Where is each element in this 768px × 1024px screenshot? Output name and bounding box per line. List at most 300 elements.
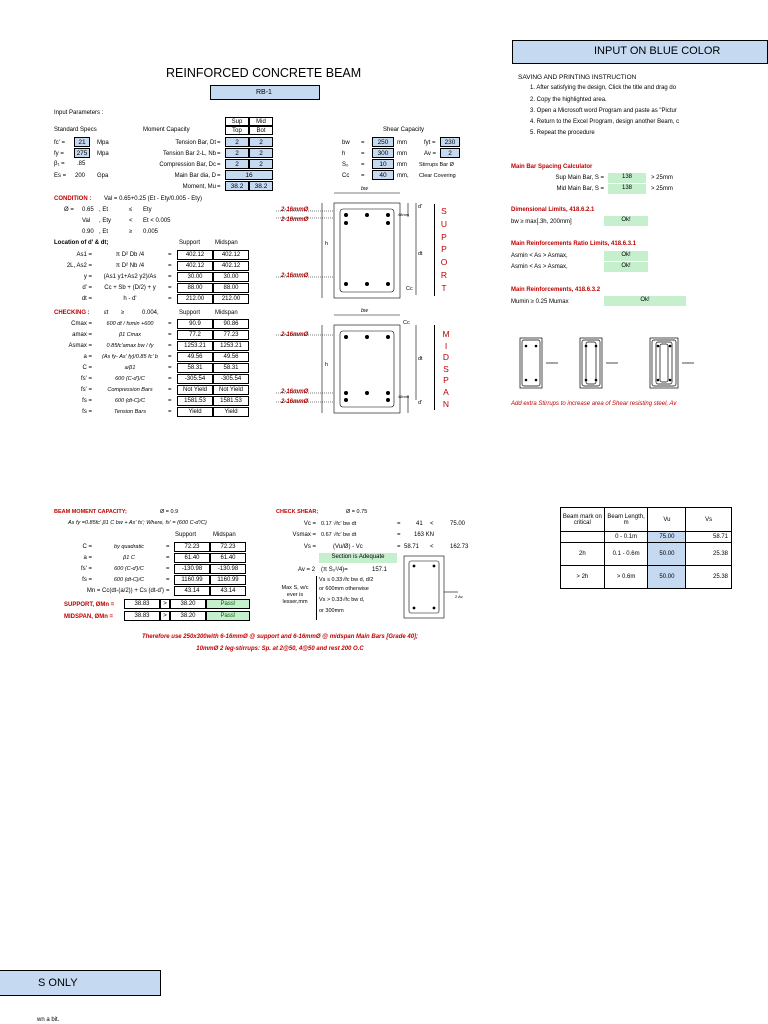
checking-row-support: Yield	[177, 407, 213, 417]
location-row-eq: =	[168, 285, 172, 291]
beam-moment-support-header: Support	[175, 532, 197, 538]
fc-unit: Mpa	[97, 140, 109, 146]
checking-op: ≥	[121, 310, 125, 316]
fy-input[interactable]: 275	[74, 148, 90, 158]
s0-unit: mm	[397, 162, 407, 168]
checking-row-label: amax =	[72, 332, 92, 338]
condition-term: 0.005	[143, 229, 159, 235]
beam-moment-row-formula: β1 C	[123, 555, 135, 561]
s0-label: S₀	[342, 162, 349, 168]
sketch-cc-label: Cc	[406, 286, 413, 292]
checking-row-eq: =	[168, 365, 172, 371]
beam-moment-row-support: 61.40	[174, 553, 210, 563]
checking-limit: 0.004,	[142, 310, 159, 316]
vc-lt: <	[430, 521, 434, 527]
checking-row-label: fs =	[82, 409, 92, 415]
vertical-letter: S	[441, 206, 447, 216]
beam-moment-row-support: 43.14	[174, 586, 210, 596]
condition-formula: Val = 0.65+0.25 (Et - Ety/0.005 - Ety)	[104, 196, 202, 202]
checking-row-formula: 0.85fc'amax bw / fy	[106, 343, 154, 349]
tension-bar-mid-input[interactable]: 2	[249, 137, 273, 147]
condition-title: CONDITION :	[54, 196, 92, 202]
beam-moment-row-label: fs' =	[81, 566, 92, 572]
saving-step: 2. Copy the highlighted area.	[530, 97, 607, 103]
bar-callout: 2-16mmØ	[281, 332, 309, 338]
vu-mark: 2h	[561, 543, 605, 566]
max-s-bracket	[316, 576, 317, 620]
checking-row-formula: β1 Cmax	[118, 332, 142, 338]
vu-length: 0 - 0.1m	[604, 532, 648, 543]
checking-et: εt	[104, 310, 109, 316]
sup-spacing-label: Sup Main Bar, S =	[555, 175, 604, 181]
condition-value: 0.90	[82, 229, 94, 235]
beam-moment-midspan-header: Midspan	[213, 532, 236, 538]
checking-row-support: -305.54	[177, 374, 213, 384]
moment-row-label: Compression Bar, Dc	[159, 162, 216, 168]
vu-length: 0.1 - 0.6m	[604, 543, 648, 566]
checking-row-eq: =	[168, 354, 172, 360]
cc-note: Clear Covering	[419, 173, 456, 179]
max-s-line: lesser,mm	[282, 599, 308, 605]
sketch-dt-label: dt	[418, 356, 423, 362]
vc-value: 41	[416, 521, 423, 527]
bar-callout: 2-16mmØ	[281, 207, 309, 213]
location-row-label: As1 =	[76, 252, 92, 258]
midspan-mn-label: MIDSPAN, ØMn =	[64, 614, 114, 620]
av-value: 157.1	[372, 567, 388, 573]
checking-row-support: 1581.53	[177, 396, 213, 406]
max-s-rule-line: Vs ≤ 0.33√fc bw d, d/2	[319, 577, 374, 583]
input-params-label: Input Parameters :	[54, 110, 104, 116]
es-unit: Gpa	[97, 173, 109, 179]
main-bar-dia-input[interactable]: 16	[225, 170, 273, 180]
vs-label: Vs =	[303, 544, 316, 550]
condition-op: <	[129, 218, 133, 224]
location-row-support: 30.00	[177, 272, 213, 282]
vertical-letter: D	[442, 352, 450, 363]
checking-row-support: 77.2	[177, 330, 213, 340]
fc-input[interactable]: 21	[74, 137, 90, 147]
checking-row-eq: =	[168, 398, 172, 404]
vs-value: 25.38	[686, 543, 732, 566]
checking-row-formula: Compression Bars	[107, 387, 153, 393]
sketch-cc-label: Cc	[403, 320, 410, 326]
max-s-rule-line: or 600mm otherwise	[319, 586, 369, 592]
support-mu-value: 38.20	[170, 599, 206, 609]
location-row-label: y =	[83, 274, 92, 280]
support-mn-compare: >	[160, 599, 170, 609]
vsmax-eq: =	[397, 532, 401, 538]
es-value: 200	[75, 173, 86, 179]
sketch-bw-label: bw	[361, 186, 369, 192]
location-row-eq: =	[168, 274, 172, 280]
location-row-formula: (As1 y1+As2 y2)/As	[103, 274, 157, 280]
location-row-eq: =	[168, 296, 172, 302]
saving-heading: SAVING AND PRINTING INSTRUCTION	[518, 74, 637, 81]
checking-row-label: a =	[83, 354, 92, 360]
sup-spacing-compare: > 25mm	[651, 175, 673, 181]
moment-row-label: Main Bar dia, D	[174, 173, 216, 179]
location-row-eq: =	[168, 263, 172, 269]
sketch-dt-label: dt	[418, 251, 423, 257]
ratio-limits-mid-ok: Ok!	[604, 262, 648, 272]
vu-length: > 0.6m	[604, 566, 648, 589]
vc-label: Vc =	[303, 521, 316, 527]
b1-value: .85	[77, 161, 86, 167]
shear-stirrup-sketch	[398, 554, 468, 620]
sup-spacing-value: 138	[608, 173, 646, 183]
tension-bar2-mid-input[interactable]: 2	[249, 148, 273, 158]
top-header: Top	[225, 126, 249, 135]
mid-spacing-label: Mid Main Bar, S =	[556, 186, 604, 192]
fy-label: fy =	[54, 151, 64, 157]
page-title[interactable]: REINFORCED CONCRETE BEAM	[166, 66, 362, 80]
checking-row-midspan: 1253.21	[213, 341, 249, 351]
sketch-d-label: d'	[418, 204, 423, 210]
checking-row-midspan: Not Yield	[213, 385, 249, 395]
beam-moment-row-eq: =	[166, 566, 170, 572]
checking-row-eq: =	[168, 343, 172, 349]
midspan-mn-compare: >	[160, 611, 170, 621]
cc-input[interactable]: 40	[372, 170, 394, 180]
location-row-midspan: 402.12	[213, 261, 249, 271]
midspan-pass: Pass!	[206, 611, 250, 621]
checking-row-formula: 600 (C-d')/C	[115, 376, 145, 382]
ratio-limits-sup: Asmin < As > Asmax,	[511, 253, 568, 259]
stirrup-note: Add extra Stirrups to increase area of Shear resisting steel, Av	[511, 401, 677, 407]
fy-unit: Mpa	[97, 151, 109, 157]
sketch-bw-label: bw	[361, 308, 369, 314]
checking-row-midspan: -305.54	[213, 374, 249, 384]
beam-moment-row-label: fs =	[82, 577, 92, 583]
checking-row-support: Not Yield	[177, 385, 213, 395]
main-reinf-text: Mumin ≥ 0.25 Mumax	[511, 299, 569, 305]
checking-row-formula: 600 dt / fsmin +600	[106, 321, 154, 327]
condition-op: ≤	[129, 207, 133, 213]
beam-moment-row-label: C =	[82, 544, 92, 550]
input-header-text: INPUT ON BLUE COLOR	[594, 45, 721, 57]
vertical-letter: I	[444, 340, 448, 351]
midspan-vertical-frame	[434, 325, 435, 410]
max-s-rule-line: or 300mm	[319, 608, 344, 614]
vu-mark	[561, 532, 605, 543]
beam-moment-row-eq: =	[166, 555, 170, 561]
location-row-eq: =	[168, 252, 172, 258]
condition-value: 0.65	[82, 207, 94, 213]
checking-row-midspan: 58.31	[213, 363, 249, 373]
vu-mark: > 2h	[561, 566, 605, 589]
vs-value: 58.71	[686, 532, 732, 543]
location-row-support: 88.00	[177, 283, 213, 293]
av-label: Av =	[424, 151, 437, 157]
vs-formula: (Vu/Ø) - Vc	[333, 544, 363, 550]
fyt-input[interactable]: 230	[440, 137, 460, 147]
bw-unit: mm	[397, 140, 407, 146]
checking-row-midspan: 77.23	[213, 330, 249, 340]
vertical-letter: M	[442, 329, 450, 339]
condition-term: , Ety	[99, 218, 112, 224]
av-formula: (π S₀²/4)=	[321, 567, 348, 573]
section-adequate: Section is Adequate	[319, 553, 397, 563]
bar-callout: 2-16mmØ	[281, 389, 309, 395]
tension-bar2-sup-input[interactable]: 2	[225, 148, 249, 158]
support-col-header: Support	[179, 240, 201, 246]
beam-moment-row-label: a =	[83, 555, 92, 561]
mid-spacing-compare: > 25mm	[651, 186, 673, 192]
bottom-note: wn a bit.	[37, 1017, 60, 1023]
beam-moment-row-formula: 600 (dt-C)/C	[113, 577, 145, 583]
max-s-rule-line: Vs > 0.33√fc bw d,	[319, 597, 365, 603]
midspan-mn-value: 38.83	[124, 611, 160, 621]
beam-moment-phi: Ø = 0.9	[160, 509, 179, 515]
bar-callout: 2-16mmØ	[281, 217, 309, 223]
location-row-midspan: 402.12	[213, 250, 249, 260]
max-s-line: ever is	[286, 592, 304, 598]
h-input[interactable]: 300	[372, 148, 394, 158]
vu-table-header: Beam Length, m	[604, 508, 648, 532]
dim-limits-title: Dimensional Limits, 418.6.2.1	[511, 207, 595, 213]
checking-row-eq: =	[168, 376, 172, 382]
beam-moment-row-midspan: -130.98	[210, 564, 246, 574]
mid-header: Mid	[249, 117, 273, 126]
cc-label: Cc	[342, 173, 350, 179]
compression-bar-mid-input[interactable]: 2	[249, 159, 273, 169]
checking-row-formula: Tension Bars	[114, 409, 146, 415]
vertical-letter: U	[440, 218, 448, 229]
beam-moment-row-support: -130.98	[174, 564, 210, 574]
sketch-d-label: d'	[418, 400, 423, 406]
s0-note: Stirrups Bar Ø	[419, 162, 454, 168]
vertical-letter: P	[441, 231, 447, 242]
main-reinf-title: Main Reinforcements, 418.6.3.2	[511, 287, 601, 293]
beam-moment-row-eq: =	[166, 588, 170, 594]
b1-label: β₁ =	[54, 161, 65, 167]
vertical-letter: A	[443, 387, 449, 397]
checking-row-midspan: 1581.53	[213, 396, 249, 406]
cc-unit: mm,	[397, 173, 409, 179]
condition-phi: Ø =	[64, 207, 74, 213]
vs-compare: 162.73	[450, 544, 469, 550]
fyt-label: fyt =	[424, 140, 436, 146]
sup-header: Sup	[225, 117, 249, 126]
checking-row-eq: =	[168, 387, 172, 393]
checking-row-midspan: 90.86	[213, 319, 249, 329]
location-row-support: 212.00	[177, 294, 213, 304]
dim-limits-text: bw ≥ max[.3h, 200mm]	[511, 219, 572, 225]
max-s-label	[274, 585, 316, 606]
checking-row-formula: a/β1	[124, 365, 136, 371]
bot-header: Bot	[249, 126, 273, 135]
checking-row-eq: =	[168, 332, 172, 338]
ratio-limits-title: Main Reinforcements Ratio Limits, 418.6.3.1	[511, 241, 637, 247]
s0-input[interactable]: 10	[372, 159, 394, 169]
bottom-label: S ONLY	[38, 977, 78, 989]
check-shear-title: CHECK SHEAR;	[276, 509, 319, 515]
vertical-letter: P	[443, 375, 449, 386]
vsmax-value: 163 KN	[414, 532, 435, 538]
es-label: Es =	[54, 173, 67, 179]
location-row-formula: h - d'	[123, 296, 137, 302]
conclusion-line2: 10mmØ 2 leg-stirrups: Sp. at 2@50, 4@50 and rest 200 O.C	[196, 646, 364, 652]
ratio-limits-sup-ok: Ok!	[604, 251, 648, 261]
midspan-col-header: Midspan	[215, 240, 238, 246]
av-formula-label: Av = 2	[298, 567, 316, 573]
bar-callout: 2-16mmØ	[281, 273, 309, 279]
support-mn-label: SUPPORT, ØMn =	[64, 602, 115, 608]
vertical-letter: N	[442, 398, 450, 409]
vu-table	[560, 507, 732, 589]
max-s-rule	[319, 576, 373, 617]
vsmax-label: Vsmax =	[292, 532, 316, 538]
location-row-support: 402.12	[177, 250, 213, 260]
saving-step: 4. Return to the Excel Program, design another Beam, c	[530, 119, 680, 125]
beam-moment-row-formula: by quadratic	[114, 544, 144, 550]
beam-moment-row-midspan: 72.23	[210, 542, 246, 552]
dim-limits-ok: Ok!	[604, 216, 648, 226]
h-unit: mm	[397, 151, 407, 157]
vertical-letter: T	[441, 282, 447, 293]
vs-eq: =	[397, 544, 401, 550]
sketch-h-label: h	[325, 362, 329, 368]
location-row-midspan: 212.00	[213, 294, 249, 304]
vu-table-header: Vu	[648, 508, 686, 532]
beam-moment-row-support: 72.23	[174, 542, 210, 552]
checking-midspan-header: Midspan	[215, 310, 238, 316]
mid-spacing-value: 138	[608, 184, 646, 194]
condition-op: ≥	[129, 229, 133, 235]
spacing-title: Main Bar Spacing Calculator	[511, 164, 593, 170]
vsmax-formula: 0.67 √fc' bw dt	[321, 532, 357, 538]
vc-compare: 75.00	[450, 521, 466, 527]
beam-moment-row-midspan: 43.14	[210, 586, 246, 596]
beam-moment-formula: As fy =0.85fc' β1 C bw + As' fs'; Where, fs' = (600 C-d'/C)	[68, 520, 207, 526]
max-s-line: Max S, w/c	[281, 585, 309, 591]
condition-term: Et < 0.005	[143, 218, 171, 224]
condition-value: Val	[82, 218, 91, 224]
moment-row-label: Tension Bar 2-L, Nb	[162, 151, 216, 157]
condition-term: , Et	[99, 229, 109, 235]
condition-term: Ety	[143, 207, 152, 213]
sketch-dim-label: 48mm	[398, 212, 410, 217]
checking-row-label: C =	[82, 365, 92, 371]
vu-table-header: Vs	[686, 508, 732, 532]
moment-sup-input[interactable]: 38.2	[225, 181, 249, 191]
bw-input[interactable]: 250	[372, 137, 394, 147]
moment-row-label: Tension Bar, Dt	[175, 140, 216, 146]
vertical-letter: O	[440, 257, 448, 268]
location-row-label: 2L, As2 =	[66, 263, 92, 269]
checking-row-label: fs =	[82, 398, 92, 404]
beam-moment-row-formula: 600 (C-d')/C	[114, 566, 144, 572]
beam-moment-row-eq: =	[166, 577, 170, 583]
beam-moment-row-label: Mn = Cc(dt-(a/2)) + Cs (dt-d')	[86, 588, 164, 594]
conclusion-line1: Therefore use 250x300with 6-16mmØ @ support and 6-16mmØ @ midspan Main Bars [Grade 40];	[141, 634, 419, 640]
tension-bar-sup-input[interactable]: 2	[225, 137, 249, 147]
vu-input[interactable]: 75.00	[648, 532, 686, 543]
checking-row-eq: =	[168, 321, 172, 327]
checking-row-eq: =	[168, 409, 172, 415]
support-mn-value: 38.83	[124, 599, 160, 609]
vc-formula: 0.17 √fc' bw dt	[321, 521, 357, 527]
check-shear-phi: Ø = 0.75	[346, 509, 368, 515]
checking-title: CHECKING :	[54, 310, 90, 316]
two-av-label: 2 Av	[455, 594, 463, 599]
av-input[interactable]: 2	[440, 148, 460, 158]
checking-row-support: 1253.21	[177, 341, 213, 351]
vertical-letter: R	[440, 270, 448, 280]
bw-label: bw	[342, 140, 350, 146]
checking-row-midspan: 49.56	[213, 352, 249, 362]
location-row-midspan: 30.00	[213, 272, 249, 282]
location-row-formula: Cc + Sb + (D/2) + y	[104, 285, 156, 291]
saving-step: 1. After satisfying the design, Click the title and drag do	[530, 85, 677, 91]
vu-table-header: Beam mark on critical	[561, 508, 605, 532]
midspan-mu-value: 38.20	[170, 611, 206, 621]
compression-bar-sup-input[interactable]: 2	[225, 159, 249, 169]
vu-input[interactable]: 50.00	[648, 566, 686, 589]
sketch-dim-label: 48mm	[398, 394, 410, 399]
condition-term: , Et	[99, 207, 109, 213]
checking-row-label: fs' =	[81, 387, 92, 393]
support-pass: Pass!	[206, 599, 250, 609]
vs-lt: <	[430, 544, 434, 550]
moment-row-label: Moment, Mu	[182, 184, 216, 190]
checking-row-formula: (As fy- As' fy)/0.85 fc' b	[102, 354, 158, 360]
saving-step: 5. Repeat the procedure	[530, 130, 595, 136]
checking-row-support: 58.31	[177, 363, 213, 373]
checking-row-label: Asmax =	[68, 343, 92, 349]
h-label: h	[342, 151, 346, 157]
location-row-midspan: 88.00	[213, 283, 249, 293]
checking-row-label: Cmax =	[71, 321, 92, 327]
vs-value: 58.71	[404, 544, 420, 550]
checking-row-support: 90.9	[177, 319, 213, 329]
vertical-letter: S	[443, 363, 449, 374]
checking-row-support: 49.56	[177, 352, 213, 362]
standard-specs-label: Standard Specs	[54, 127, 97, 133]
fc-label: fc' =	[54, 140, 65, 146]
location-row-formula: π D² Db /4	[115, 252, 145, 258]
moment-capacity-label: Moment Capacity	[143, 127, 190, 133]
moment-mid-input[interactable]: 38.2	[249, 181, 273, 191]
beam-id: RB-1	[256, 89, 272, 96]
shear-capacity-label: Shear Capacity	[383, 127, 425, 133]
location-row-support: 402.12	[177, 261, 213, 271]
location-row-formula: π D² Nb /4	[115, 263, 145, 269]
vc-eq: =	[397, 521, 401, 527]
beam-moment-row-eq: =	[166, 544, 170, 550]
vs-value: 25.38	[686, 566, 732, 589]
beam-moment-row-midspan: 1160.99	[210, 575, 246, 585]
main-reinf-ok: Ok!	[604, 296, 686, 306]
checking-support-header: Support	[179, 310, 201, 316]
vertical-letter: P	[441, 244, 447, 255]
beam-moment-row-midspan: 61.40	[210, 553, 246, 563]
location-row-label: d' =	[82, 285, 92, 291]
bottom-bar	[0, 970, 161, 996]
bar-callout: 2-16mmØ	[281, 399, 309, 405]
checking-row-label: fs' =	[81, 376, 92, 382]
stirrup-sketches	[518, 330, 748, 400]
vu-input[interactable]: 50.00	[648, 543, 686, 566]
beam-moment-title: BEAM MOMENT CAPACITY;	[54, 509, 127, 515]
checking-row-midspan: Yield	[213, 407, 249, 417]
saving-step: 3. Open a Microsoft word Program and paste as "Pictur	[530, 108, 677, 114]
location-row-label: dt =	[81, 296, 92, 302]
beam-moment-row-support: 1160.99	[174, 575, 210, 585]
sketch-h-label: h	[325, 241, 329, 247]
ratio-limits-mid: Asmin < As > Asmax,	[511, 264, 568, 270]
